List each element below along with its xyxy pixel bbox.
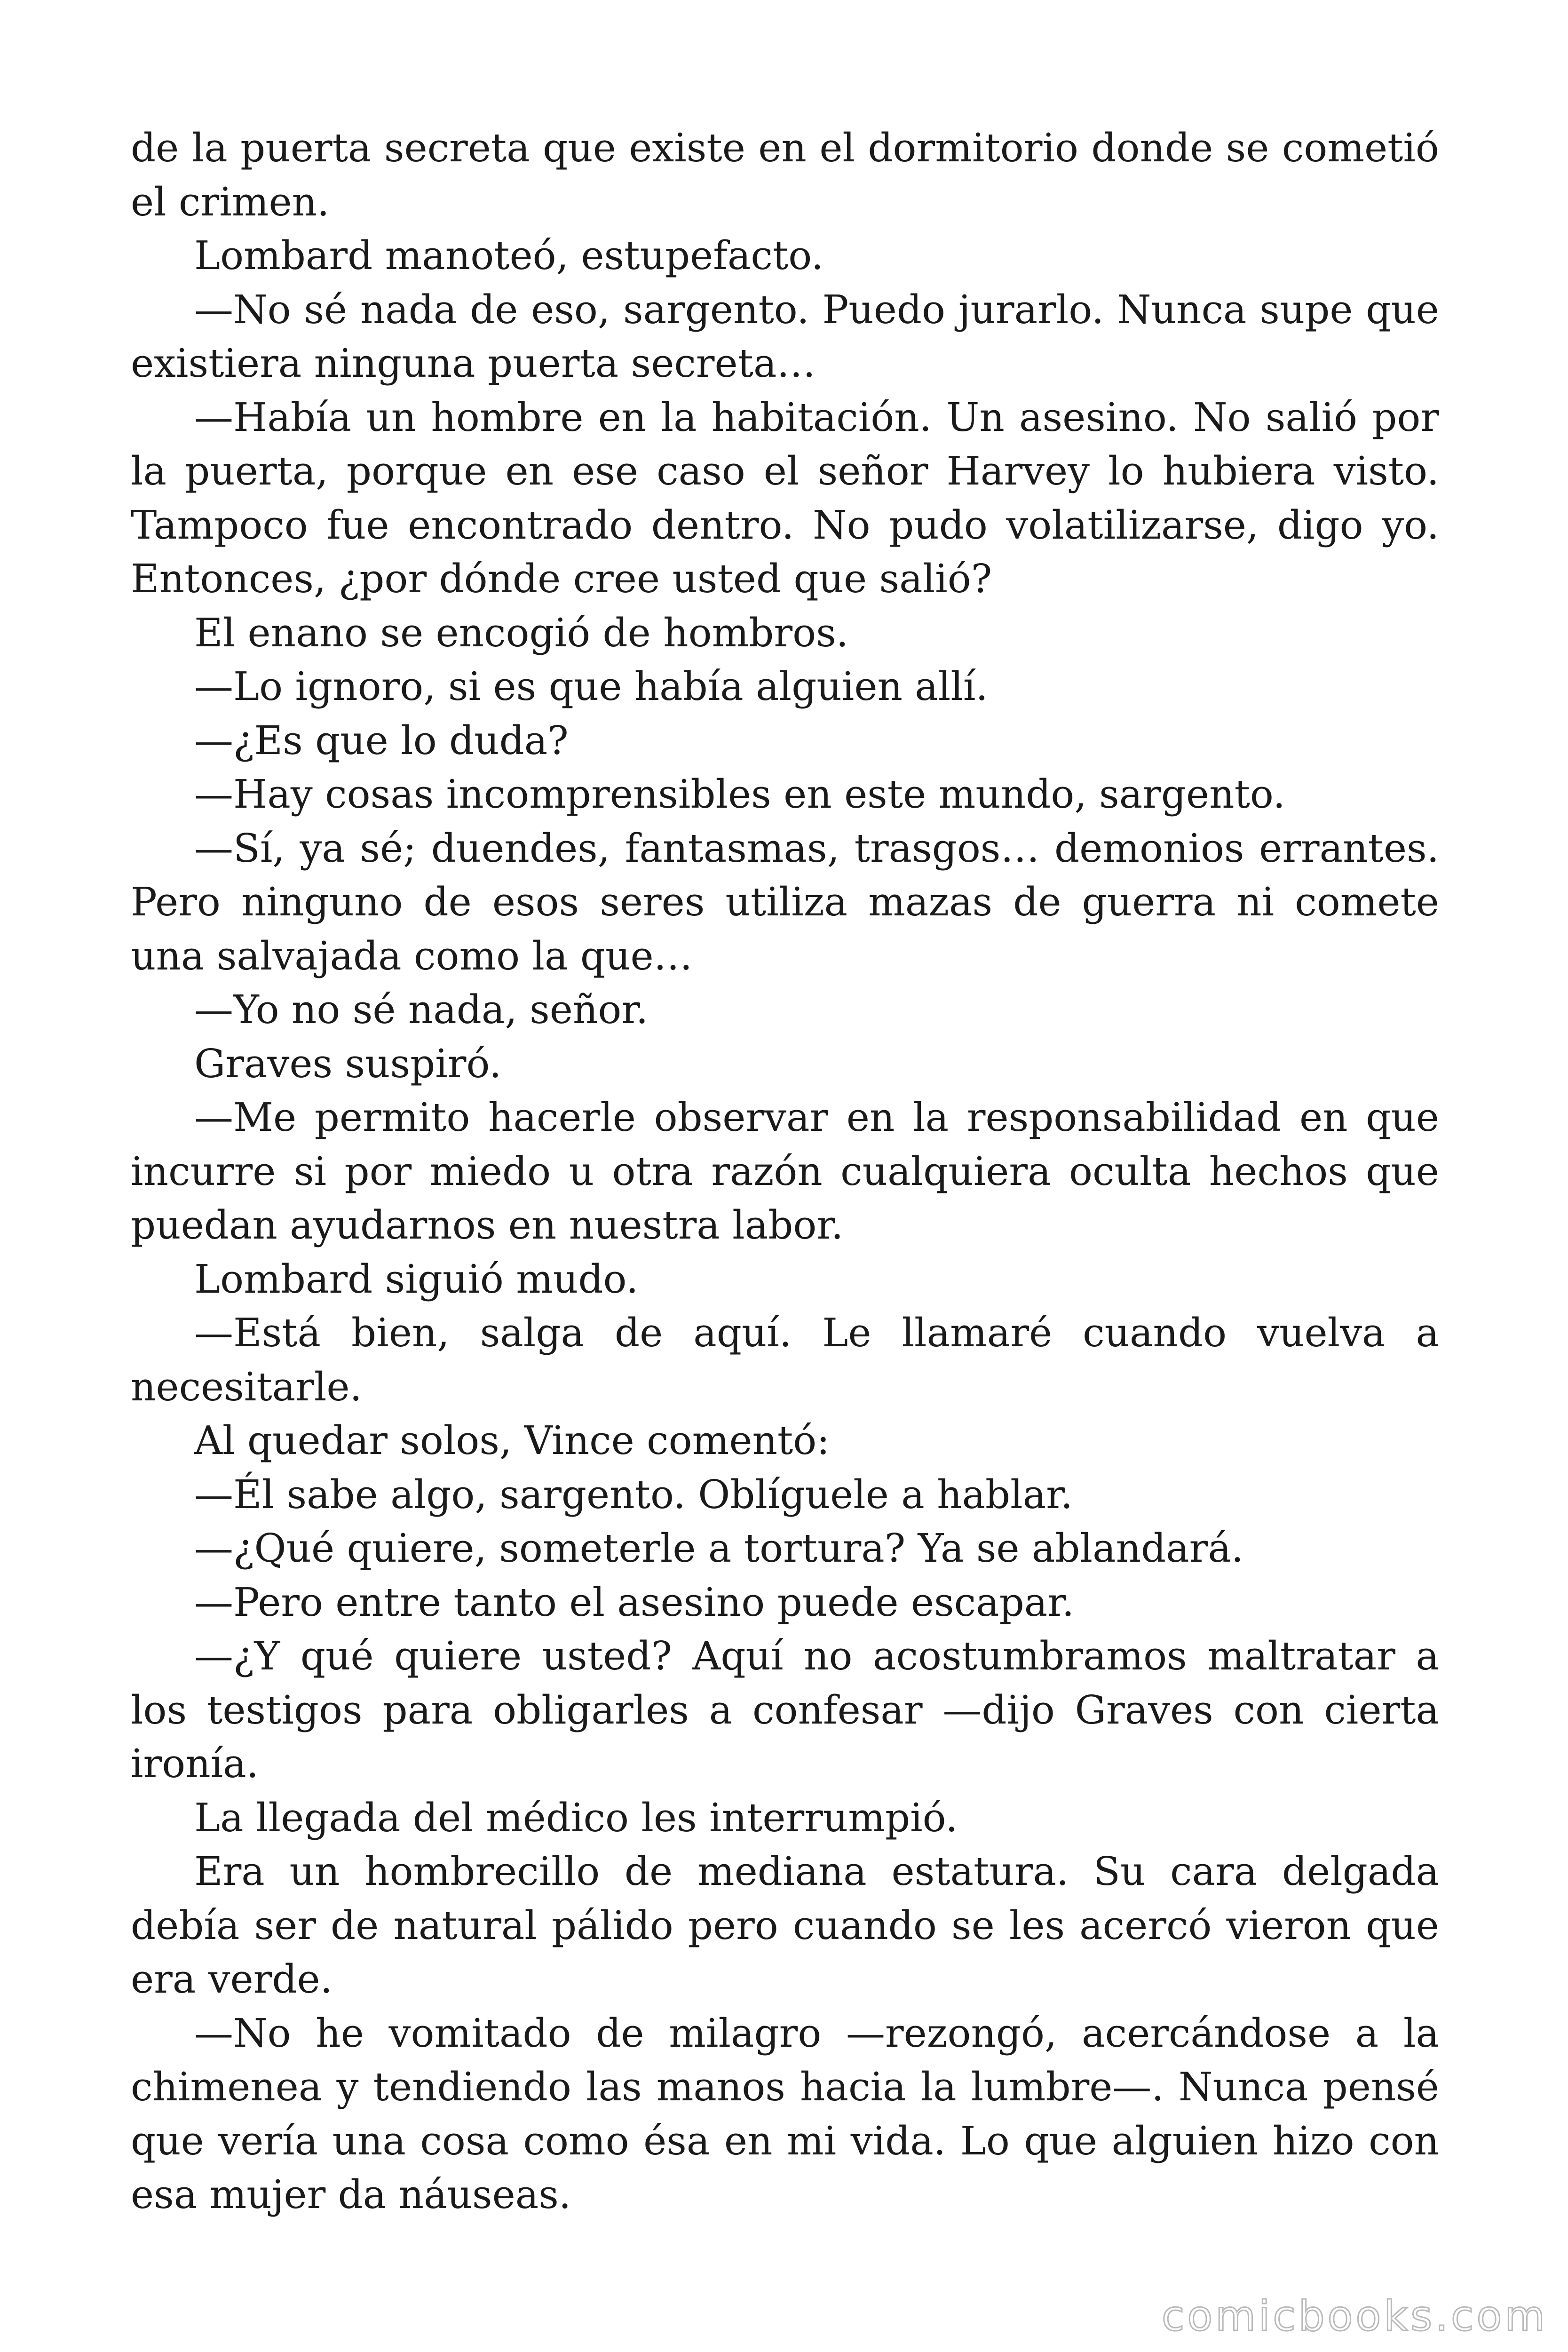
body-text: [131, 121, 1439, 2222]
paragraph: —No he vomitado de milagro —rezongó, acercándose a la chimenea y tendiendo las manos hacia la lumbre—. Nunca pensé que vería una cosa como ésa en mi vida. Lo que alguien hizo con esa mujer da náuseas.: [131, 2010, 1439, 2217]
paragraph: —Había un hombre en la habitación. Un asesino. No salió por la puerta, porque en ese caso el señor Harvey lo hubiera visto. Tampoco fue encontrado dentro. No pudo volatilizarse, digo yo. Entonces, ¿por dónde cree usted que salió?: [131, 394, 1439, 602]
paragraph: El enano se encogió de hombros.: [194, 610, 849, 656]
paragraph: —¿Y qué quiere usted? Aquí no acostumbramos maltratar a los testigos para obligarles a confesar —dijo Graves con cierta ironía.: [131, 1633, 1439, 1787]
paragraph: —Hay cosas incomprensibles en este mundo, sargento.: [194, 771, 1285, 817]
paragraph: Lombard manoteó, estupefacto.: [194, 233, 824, 278]
paragraph: Lombard siguió mudo.: [194, 1256, 639, 1302]
paragraph: de la puerta secreta que existe en el dormitorio donde se cometió el crimen.: [131, 125, 1439, 225]
paragraph: —Sí, ya sé; duendes, fantasmas, trasgos… demonios errantes. Pero ninguno de esos seres utiliza mazas de guerra ni comete una salvajada como la que…: [131, 825, 1439, 979]
paragraph: —Está bien, salga de aquí. Le llamaré cuando vuelva a necesitarle.: [131, 1310, 1439, 1410]
paragraph: —Pero entre tanto el asesino puede escapar.: [194, 1579, 1075, 1625]
paragraph: Era un hombrecillo de mediana estatura. Su cara delgada debía ser de natural pálido pero cuando se les acercó vieron que era verde.: [131, 1849, 1439, 2002]
paragraph: —¿Qué quiere, someterle a tortura? Ya se ablandará.: [194, 1526, 1244, 1571]
paragraph: La llegada del médico les interrumpió.: [194, 1795, 958, 1841]
paragraph: —No sé nada de eso, sargento. Puedo jurarlo. Nunca supe que existiera ninguna puerta secreta…: [131, 286, 1439, 386]
paragraph: —Él sabe algo, sargento. Oblíguele a hablar.: [194, 1471, 1073, 1518]
paragraph: Al quedar solos, Vince comentó:: [194, 1418, 830, 1463]
paragraph: —Lo ignoro, si es que había alguien allí.: [194, 664, 988, 709]
paragraph: —Yo no sé nada, señor.: [194, 987, 649, 1033]
paragraph: —Me permito hacerle observar en la responsabilidad en que incurre si por miedo u otra razón cualquiera oculta hechos que puedan ayudarnos en nuestra labor.: [131, 1095, 1439, 1248]
paragraph: —¿Es que lo duda?: [194, 717, 569, 763]
paragraph: Graves suspiró.: [194, 1041, 502, 1087]
watermark: comicbooks.com: [1162, 2292, 1548, 2340]
